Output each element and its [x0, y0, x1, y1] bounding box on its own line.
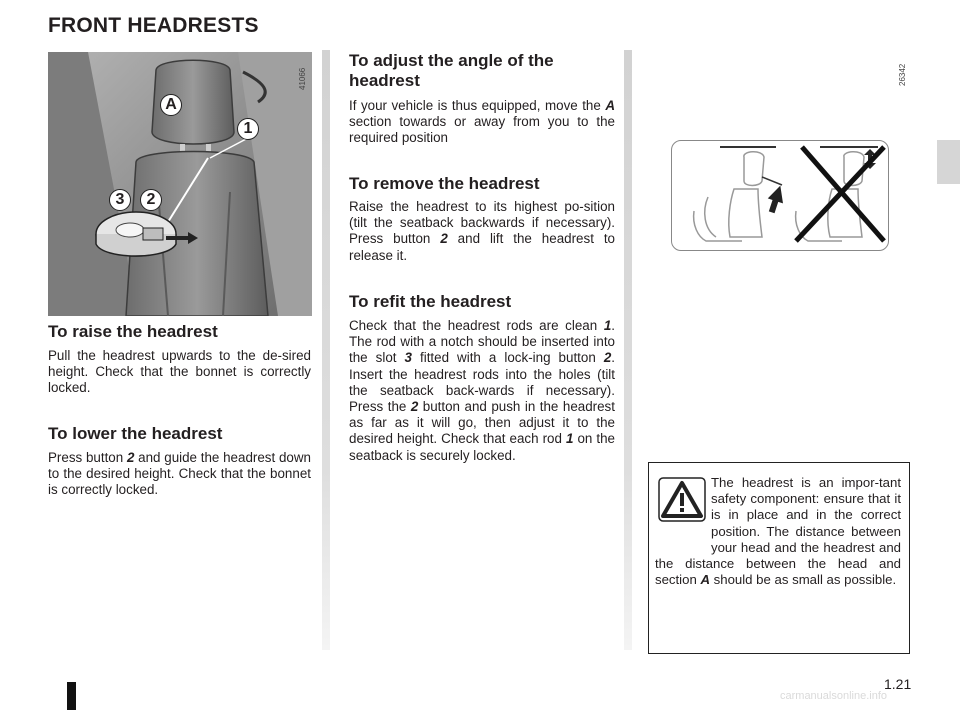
column-divider	[322, 50, 330, 650]
angle-title: To adjust the angle of the headrest	[349, 51, 554, 90]
diagram-code: 26342	[898, 63, 907, 86]
callout-1: 1	[237, 118, 259, 140]
seat-angle-illustration	[672, 141, 887, 249]
chapter-tab	[937, 140, 960, 184]
page-number: 1.21	[884, 676, 912, 692]
raise-title: To raise the headrest	[48, 322, 218, 341]
raise-text: Pull the headrest upwards to the de-sired height. Check that the bonnet is correctly locked.	[48, 348, 311, 396]
warning-text: The headrest is an impor-tant safety component: ensure that it is in place and in the correct position. The distance between your head and the headrest and the distance between the head and section A should be as small as possible.	[655, 475, 901, 588]
column-divider	[624, 50, 632, 650]
refit-title: To refit the headrest	[349, 292, 512, 311]
page-title: FRONT HEADRESTS	[48, 14, 259, 37]
lower-title: To lower the headrest	[48, 424, 223, 443]
refit-text: Check that the headrest rods are clean 1. The rod with a notch should be inserted into the slot 3 fitted with a lock-ing button 2. Insert the headrest rods into the holes (tilt the seatback back-wards if necessary). Press the 2 button and push in the headrest as far as it will go, then adjust it to the desired height. Check that each rod 1 on the seatback is securely locked.	[349, 318, 615, 463]
remove-title: To remove the headrest	[349, 174, 540, 193]
remove-text: Raise the headrest to its highest po-sition (tilt the seatback backwards if necessary). Press button 2 and lift the headrest to release it.	[349, 199, 615, 263]
crop-mark	[67, 682, 76, 710]
watermark: carmanualsonline.info	[780, 690, 888, 702]
callout-2: 2	[140, 189, 162, 211]
photo-code: 41066	[298, 67, 307, 90]
callout-3: 3	[109, 189, 131, 211]
angle-text: If your vehicle is thus equipped, move the A section towards or away from you to the required position	[349, 98, 615, 146]
headrest-photo	[48, 52, 312, 316]
lower-text: Press button 2 and guide the headrest down to the desired height. Check that the bonnet is correctly locked.	[48, 450, 311, 498]
seat-illustration	[48, 52, 312, 316]
warning-box	[648, 462, 910, 654]
callout-A: A	[160, 94, 182, 116]
headrest-angle-diagram	[671, 140, 889, 251]
